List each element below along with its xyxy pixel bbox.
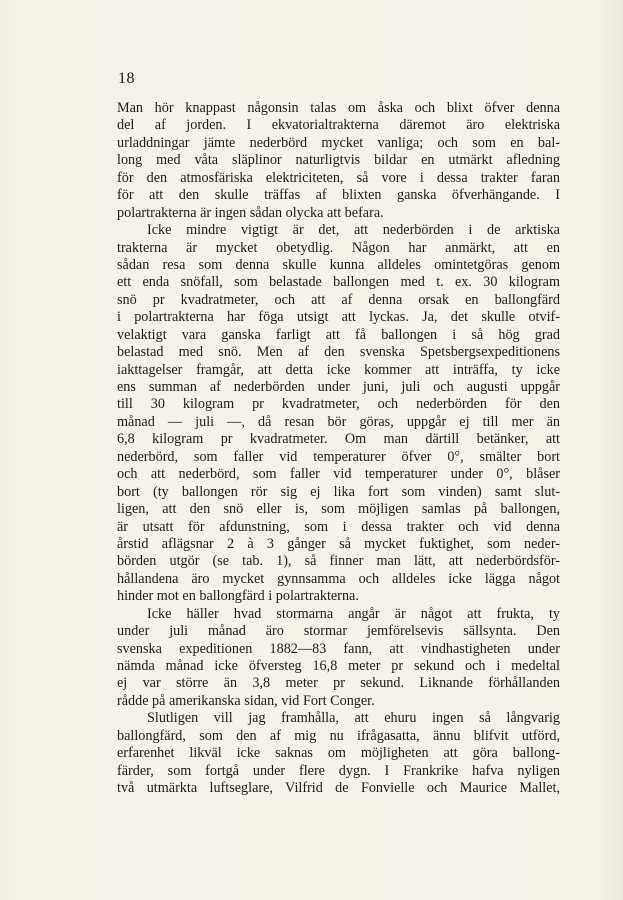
text-line: ligen, att den snö eller is, som möjligen samlas på ballongen,: [117, 501, 560, 518]
paragraph-1: [117, 100, 560, 222]
text-line: i polartrakterna har föga utsigt att lyckas. Ja, det skulle otvif-: [117, 309, 560, 326]
text-line: ett enda snöfall, som belastade ballongen med t. ex. 30 kilogram: [117, 274, 560, 291]
paragraph-2: [117, 222, 560, 606]
text-line: hinder mot en ballongfärd i polartrakterna.: [117, 588, 359, 605]
text-line: nederbörd, som faller vid temperaturer öfver 0°, smälter bort: [117, 448, 560, 465]
text-line: rådde på amerikanska sidan, vid Fort Conger.: [117, 692, 375, 709]
text-line: trakterna är mycket obetydlig. Någon har anmärkt, att en: [117, 239, 560, 256]
text-line: belastad med snö. Men af den svenska Spetsbergsexpeditionens: [117, 344, 560, 361]
text-line: sådan resa som denna skulle kunna alldeles omintetgöras genom: [117, 256, 560, 273]
text-line: Icke mindre vigtigt är det, att nederbörden i de arktiska: [147, 222, 560, 239]
text-line: Icke häller hvad stormarna angår är något att frukta, ty: [147, 605, 560, 622]
text-line: börden utgör (se tab. 1), så finner man lätt, att nederbördsför-: [117, 553, 560, 570]
text-line: ballongfärd, som den af mig nu ifrågasatta, ännu blifvit utförd,: [117, 727, 560, 744]
text-line: för den atmosfäriska elektriciteten, så vore i dessa trakter faran: [117, 169, 560, 186]
text-line: erfarenhet likväl icke saknas om möjligheten att göra ballong-: [117, 745, 560, 762]
text-line: iakttagelser framgår, att detta icke kommer att inträffa, ty icke: [117, 361, 560, 378]
body-text: [117, 100, 560, 798]
text-line: velaktigt vara ganska farligt att få ballongen i så hög grad: [117, 326, 560, 343]
text-line: hållandena äro mycket gynnsamma och alldeles icke lägga något: [117, 570, 560, 587]
text-line: 6,8 kilogram pr kvadratmeter. Om man därtill betänker, att: [117, 431, 560, 448]
text-line: är utsatt för afdunstning, som i dessa trakter och vid denna: [117, 518, 560, 535]
text-line: ej var större än 3,8 meter pr sekund. Liknande förhållanden: [117, 675, 560, 692]
paragraph-4: [117, 710, 560, 797]
text-line: årstid aflägsnar 2 à 3 gånger så mycket fuktighet, som neder-: [117, 535, 560, 552]
text-line: färder, som fortgå under flere dygn. I Frankrike hafva nyligen: [117, 762, 560, 779]
text-line: till 30 kilogram pr kvadratmeter, och nederbörden för den: [117, 396, 560, 413]
text-line: bort (ty ballongen rör sig ej lika fort som vinden) samt slut-: [117, 483, 560, 500]
text-line: och att nederbörd, som faller vid temperaturer under 0°, blåser: [117, 466, 560, 483]
text-line: urladdningar jämte nederbörd mycket vanliga; och som en bal-: [117, 134, 560, 151]
text-line: del af jorden. I ekvatorialtrakterna däremot äro elektriska: [117, 117, 560, 134]
text-line: ens summan af nederbörden under juni, juli och augusti uppgår: [117, 379, 560, 395]
page-number: 18: [118, 70, 135, 87]
text-line: Slutligen vill jag framhålla, att ehuru ingen så långvarig: [147, 710, 560, 727]
text-line: månad — juli —, då resan bör göras, uppgår ej till mer än: [117, 413, 560, 430]
text-line: för att den skulle träffas af blixten ganska öfverhängande. I: [117, 187, 560, 204]
text-line: svenska expeditionen 1882—83 fann, att vindhastigheten under: [117, 640, 560, 657]
text-line: nämda månad icke öfversteg 16,8 meter pr sekund och i medeltal: [117, 658, 560, 674]
text-line: Man hör knappast någonsin talas om åska och blixt öfver denna: [117, 100, 560, 116]
text-line: två utmärkta luftseglare, Vilfrid de Fonvielle och Maurice Mallet,: [117, 780, 560, 797]
paragraph-3: [117, 606, 560, 711]
text-line: long med våta släplinor naturligtvis bildar en utmärkt afledning: [117, 152, 560, 169]
text-line: under juli månad äro stormar jemförelsevis sällsynta. Den: [117, 623, 560, 640]
text-line: polartrakterna är ingen sådan olycka att befara.: [117, 204, 384, 221]
text-line: snö pr kvadratmeter, och att af denna orsak en ballongfärd: [117, 291, 560, 308]
